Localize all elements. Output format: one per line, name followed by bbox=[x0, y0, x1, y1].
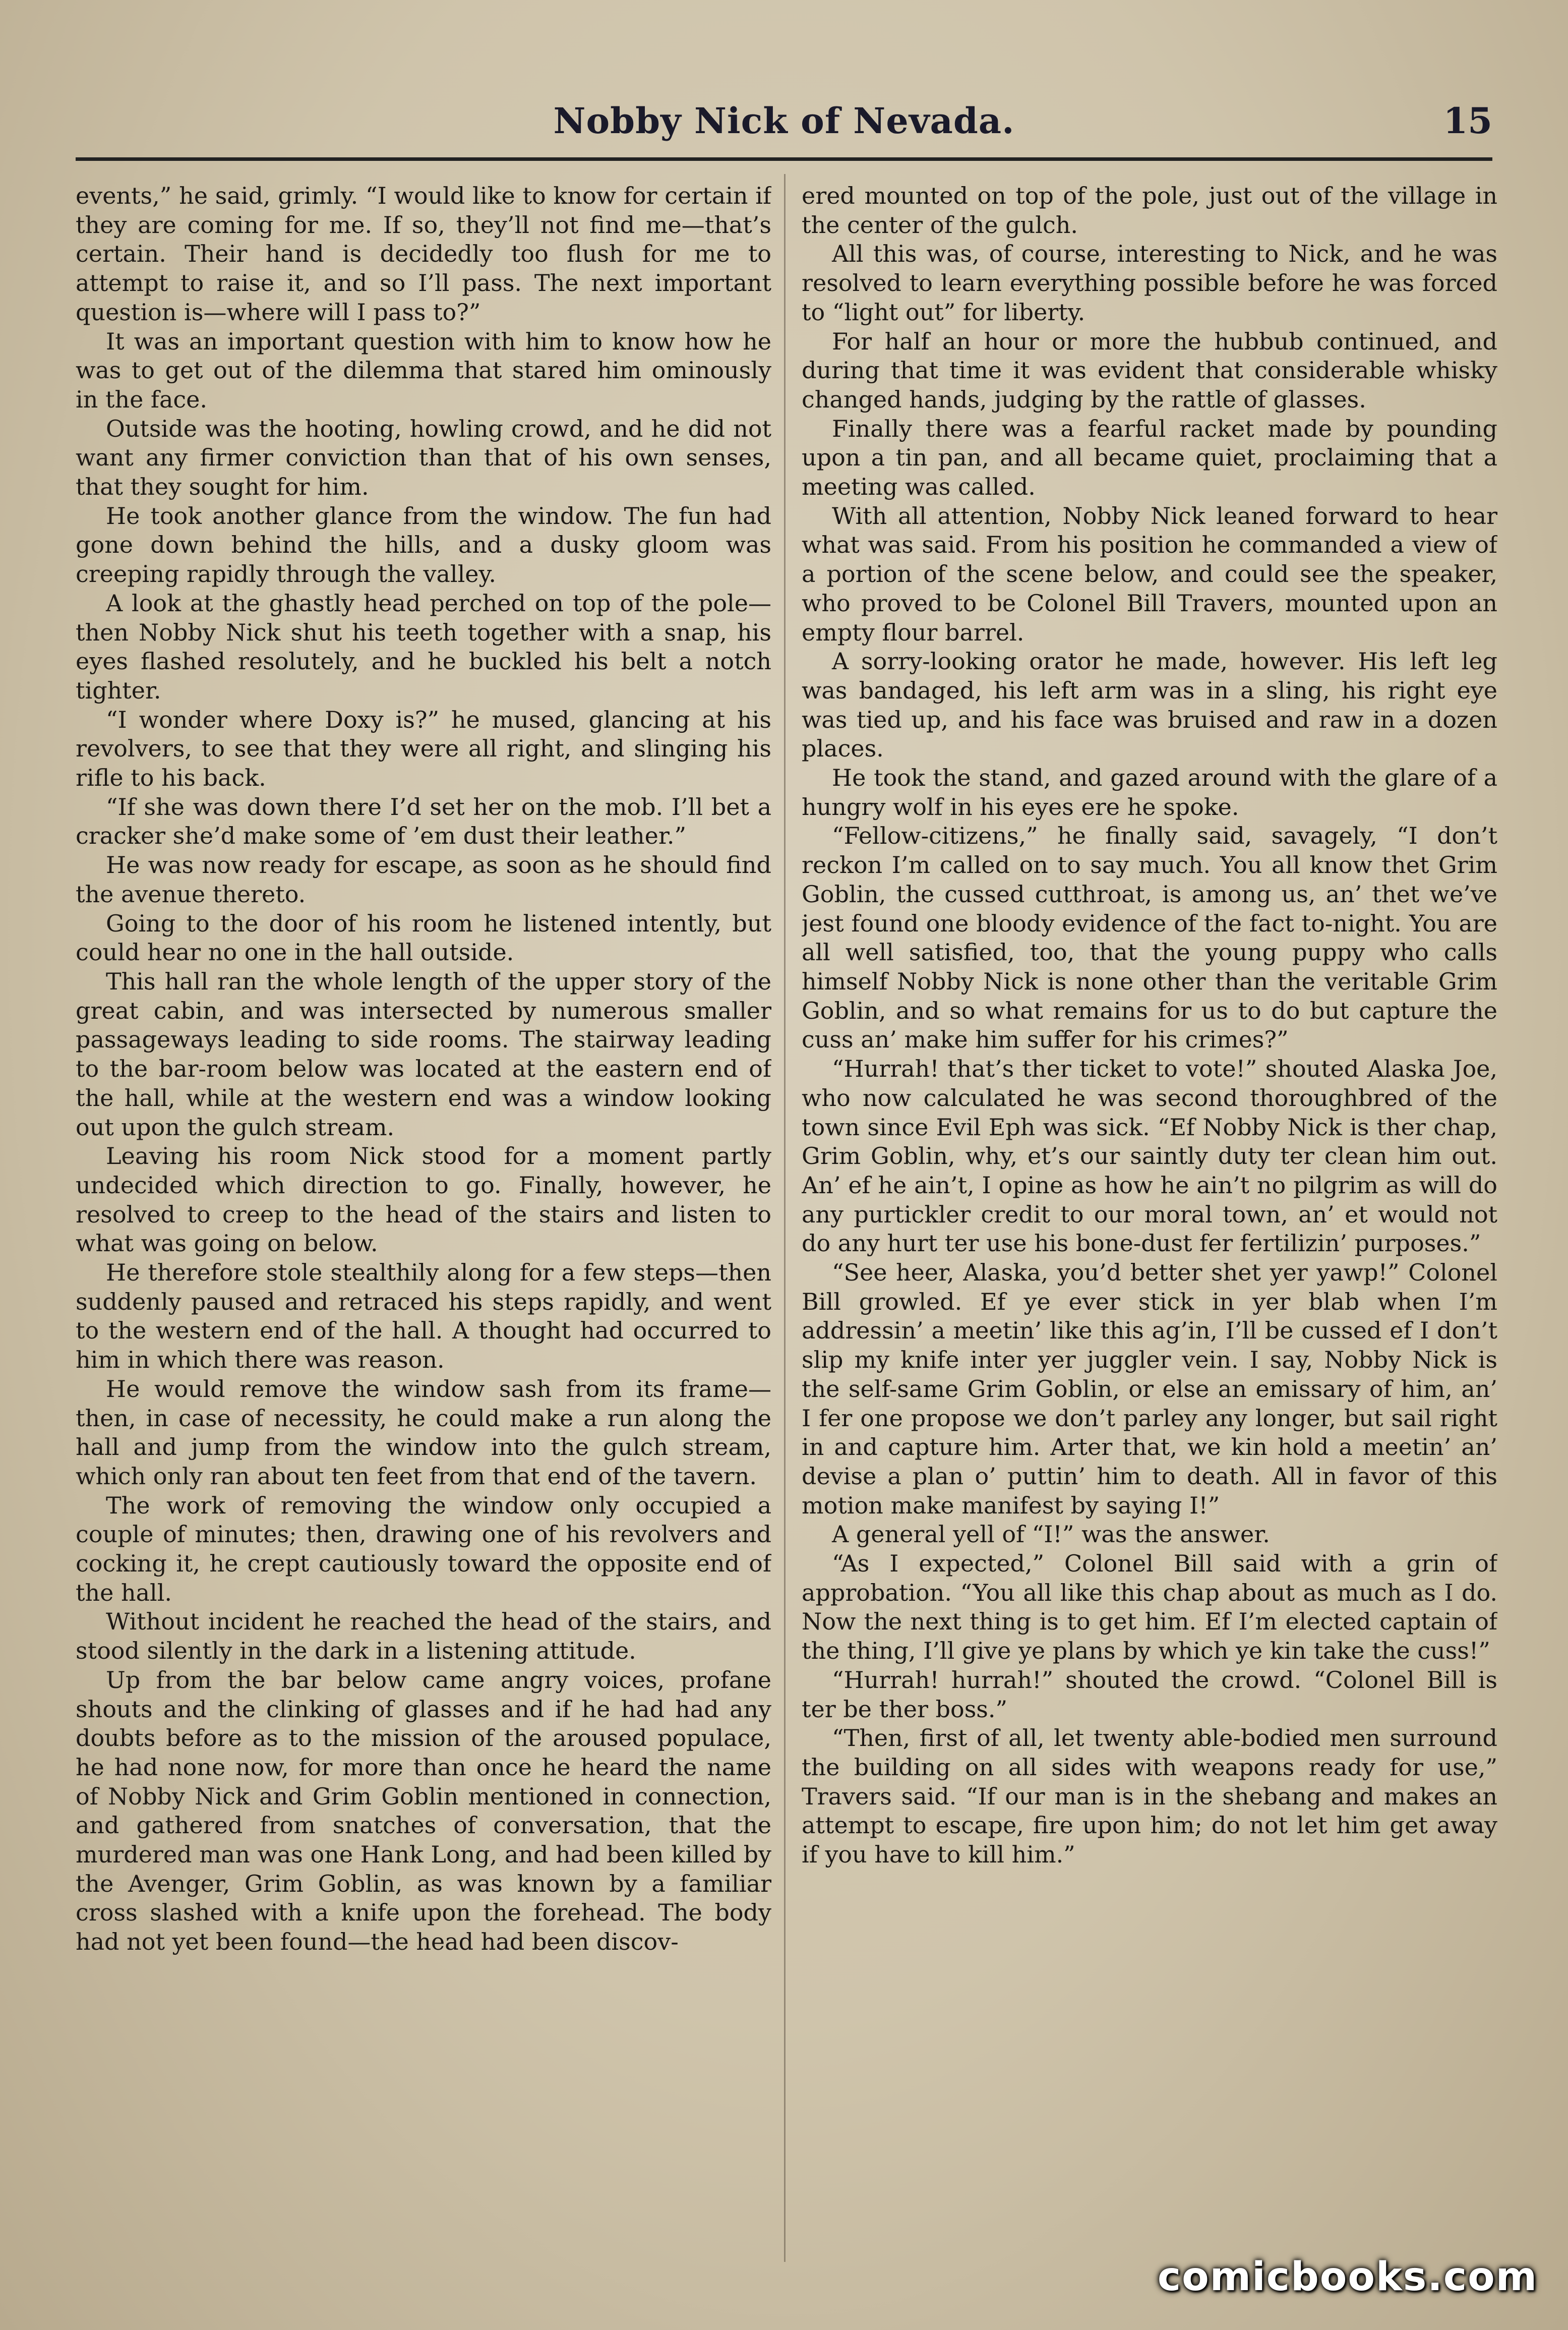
paragraph: “As I expected,” Colonel Bill said with a grin of approbation. “You all like this chap about as much as I do. Now the next thing is to get him. Ef I’m elected captain of the thing, I’ll give ye plans by which ye kin take the cuss!” bbox=[802, 1550, 1497, 1665]
paragraph: “See heer, Alaska, you’d better shet yer yawp!” Colonel Bill growled. Ef ye ever stick in yer blab when I’m addressin’ a meetin’ like this ag’in, I’ll be cussed ef I don’t slip my knife inter yer juggler vein. I say, Nobby Nick is the self-same Grim Goblin, or else an emissary of him, an’ I fer one propose we don’t parley any longer, but sail right in and capture him. Arter that, we kin hold a meetin’ an’ devise a plan o’ puttin’ him to death. All in favor of this motion make manifest by saying I!” bbox=[802, 1259, 1497, 1519]
paragraph: Up from the bar below came angry voices, profane shouts and the clinking of glasses and if he had had any doubts before as to the mission of the aroused populace, he had none now, for more than once he heard the name of Nobby Nick and Grim Goblin mentioned in connection, and gathered from snatches of conversation, that the murdered man was one Hank Long, and had been killed by the Avenger, Grim Goblin, as was known by a familiar cross slashed with a knife upon the forehead. The body had not yet been found—the head had been discov- bbox=[76, 1666, 771, 1956]
paragraph: The work of removing the window only occupied a couple of minutes; then, drawing one of his revolvers and cocking it, he crept cautiously toward the opposite end of the hall. bbox=[76, 1491, 771, 1606]
paragraph: “Then, first of all, let twenty able-bodied men surround the building on all sides with weapons ready for use,” Travers said. “If our man is in the shebang and makes an attempt to escape, fire upon him; do not let him get away if you have to kill him.” bbox=[802, 1724, 1497, 1869]
paragraph: “Fellow-citizens,” he finally said, savagely, “I don’t reckon I’m called on to say much. You all know thet Grim Goblin, the cussed cutthroat, is among us, an’ thet we’ve jest found one bloody evidence of the fact to-night. You are all well satisfied, too, that the young puppy who calls himself Nobby Nick is none other than the veritable Grim Goblin, and so what remains for us to do but capture the cuss an’ make him suffer for his crimes?” bbox=[802, 822, 1497, 1054]
paragraph: Without incident he reached the head of the stairs, and stood silently in the dark in a listening attitude. bbox=[76, 1608, 771, 1665]
paragraph: A look at the ghastly head perched on top of the pole—then Nobby Nick shut his teeth together with a snap, his eyes flashed resolutely, and he buckled his belt a notch tighter. bbox=[76, 589, 771, 704]
paragraph: A general yell of “I!” was the answer. bbox=[832, 1521, 1270, 1548]
paragraph: He was now ready for escape, as soon as he should find the avenue thereto. bbox=[76, 851, 771, 908]
paragraph: Finally there was a fearful racket made by pounding upon a tin pan, and all became quiet, proclaiming that a meeting was called. bbox=[802, 415, 1497, 501]
paragraph: “I wonder where Doxy is?” he mused, glancing at his revolvers, to see that they were all right, and slinging his rifle to his back. bbox=[76, 706, 771, 792]
site-watermark: comicbooks.com bbox=[1157, 2254, 1538, 2300]
paragraph: He took another glance from the window. The fun had gone down behind the hills, and a dusky gloom was creeping rapidly through the valley. bbox=[76, 502, 771, 588]
right-column bbox=[802, 182, 1497, 2264]
header-rule bbox=[76, 157, 1492, 161]
paragraph: He took the stand, and gazed around with the glare of a hungry wolf in his eyes ere he spoke. bbox=[802, 764, 1497, 821]
paragraph: “If she was down there I’d set her on the mob. I’ll bet a cracker she’d make some of ’em dust their leather.” bbox=[76, 793, 771, 850]
paragraph: events,” he said, grimly. “I would like to know for certain if they are coming for me. If so, they’ll not find me—that’s certain. Their hand is decidedly too flush for me to attempt to raise it, and so I’ll pass. The next important question is—where will I pass to?” bbox=[76, 182, 771, 326]
paragraph: Going to the door of his room he listened intently, but could hear no one in the hall outside. bbox=[76, 909, 771, 966]
page-number: 15 bbox=[1443, 100, 1492, 142]
page-header bbox=[76, 91, 1492, 151]
column-divider bbox=[784, 174, 786, 2262]
left-column bbox=[76, 182, 771, 2264]
paragraph: “Hurrah! hurrah!” shouted the crowd. “Colonel Bill is ter be ther boss.” bbox=[802, 1666, 1497, 1723]
paragraph: A sorry-looking orator he made, however. His left leg was bandaged, his left arm was in a sling, his right eye was tied up, and his face was bruised and raw in a dozen places. bbox=[802, 648, 1497, 763]
paragraph: It was an important question with him to know how he was to get out of the dilemma that stared him ominously in the face. bbox=[76, 327, 771, 413]
paragraph: All this was, of course, interesting to Nick, and he was resolved to learn everything possible before he was forced to “light out” for liberty. bbox=[802, 240, 1497, 326]
paragraph: For half an hour or more the hubbub continued, and during that time it was evident that considerable whisky changed hands, judging by the rattle of glasses. bbox=[802, 327, 1497, 413]
running-title: Nobby Nick of Nevada. bbox=[553, 100, 1015, 142]
paragraph: ered mounted on top of the pole, just out of the village in the center of the gulch. bbox=[802, 182, 1497, 239]
paragraph: Outside was the hooting, howling crowd, and he did not want any firmer conviction than that of his own senses, that they sought for him. bbox=[76, 415, 771, 501]
paragraph: This hall ran the whole length of the upper story of the great cabin, and was intersected by numerous smaller passageways leading to side rooms. The stairway leading to the bar-room below was located at the eastern end of the hall, while at the western end was a window looking out upon the gulch stream. bbox=[76, 967, 771, 1141]
paragraph: “Hurrah! that’s ther ticket to vote!” shouted Alaska Joe, who now calculated he was second thoroughbred of the town since Evil Eph was sick. “Ef Nobby Nick is ther chap, Grim Goblin, why, et’s our saintly duty ter clean him out. An’ ef he ain’t, I opine as how he ain’t no pilgrim as will do any purtickler credit to our moral town, an’ et would not do any hurt ter use his bone-dust fer fertilizin’ purposes.” bbox=[802, 1055, 1497, 1257]
paragraph: With all attention, Nobby Nick leaned forward to hear what was said. From his position he commanded a view of a portion of the scene below, and could see the speaker, who proved to be Colonel Bill Travers, mounted upon an empty flour barrel. bbox=[802, 502, 1497, 646]
paragraph: He would remove the window sash from its frame—then, in case of necessity, he could make a run along the hall and jump from the window into the gulch stream, which only ran about ten feet from that end of the tavern. bbox=[76, 1375, 771, 1490]
paragraph: He therefore stole stealthily along for a few steps—then suddenly paused and retraced his steps rapidly, and went to the western end of the hall. A thought had occurred to him in which there was reason. bbox=[76, 1259, 771, 1374]
paragraph: Leaving his room Nick stood for a moment partly undecided which direction to go. Finally, however, he resolved to creep to the head of the stairs and listen to what was going on below. bbox=[76, 1142, 771, 1257]
